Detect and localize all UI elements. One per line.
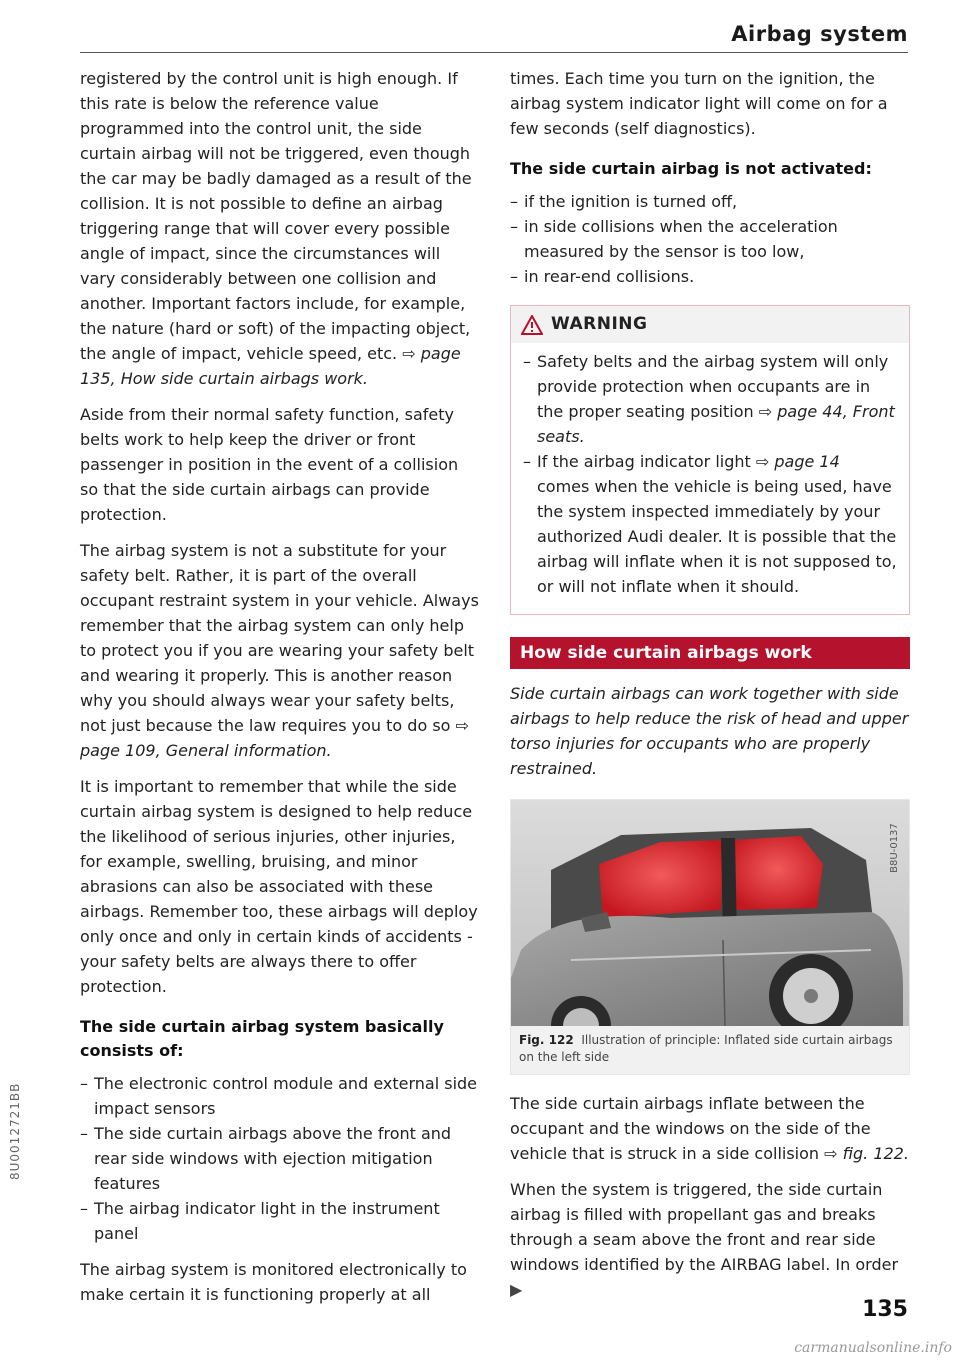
paragraph: The side curtain airbags inflate between the occupant and the windows on the side of the vehicle that is struck in a side collision ⇨ fig. 122. <box>510 1094 909 1163</box>
subheading-not-activated: The side curtain airbag is not activated: <box>510 159 872 178</box>
section-title-bar: How side curtain airbags work <box>510 637 910 669</box>
figure-code: B8U-0137 <box>889 823 900 873</box>
consists-list <box>80 1071 480 1246</box>
subheading-consists-of: The side curtain airbag system basically consists of: <box>80 1017 444 1060</box>
list-item: – in rear-end collisions. <box>510 264 910 289</box>
list-item: – Safety belts and the airbag system will only provide protection when occupants are in the proper seating position ⇨ page 44, Front seats. <box>523 349 897 449</box>
section-intro: Side curtain airbags can work together with side airbags to help reduce the risk of head and upper torso injuries for occupants who are properly restrained. <box>510 684 909 778</box>
left-column <box>80 66 480 1318</box>
figure-reference-link[interactable]: ⇨ fig. 122. <box>824 1144 909 1163</box>
figure-caption: Fig. 122 Illustration of principle: Inflated side curtain airbags on the left side <box>519 1033 893 1064</box>
paragraph: The airbag system is monitored electronically to make certain it is functioning properly at all <box>80 1260 467 1304</box>
list-item: – The airbag indicator light in the instrument panel <box>80 1196 480 1246</box>
car-airbag-illustration <box>511 800 909 1026</box>
document-code: 8U0012721BB <box>8 1082 22 1180</box>
paragraph: It is important to remember that while the side curtain airbag system is designed to help reduce the likelihood of serious injuries, other injuries, for example, swelling, bruising, and minor abrasions can also be associated with these airbags. Remember too, these airbags will deploy only once and only in certain kinds of accidents - your safety belts are always there to offer protection. <box>80 777 478 996</box>
figure-122 <box>510 799 910 1075</box>
list-item: – if the ignition is turned off, <box>510 189 910 214</box>
paragraph: times. Each time you turn on the ignition, the airbag system indicator light will come on for a few seconds (self diagnostics). <box>510 69 888 138</box>
running-header-title: Airbag system <box>731 22 908 46</box>
header-rule <box>80 52 908 53</box>
not-activated-list <box>510 189 910 289</box>
warning-header <box>511 306 909 343</box>
warning-label: WARNING <box>551 314 648 334</box>
right-column <box>510 66 910 1313</box>
warning-list <box>523 349 897 599</box>
page-number: 135 <box>862 1297 908 1322</box>
watermark: carmanualsonline.info <box>794 1340 952 1356</box>
continue-arrow-icon: ▶ <box>510 1280 523 1299</box>
paragraph: Aside from their normal safety function, safety belts work to help keep the driver or front passenger in position in the event of a collision so that the side curtain airbags can provide protection. <box>80 405 459 524</box>
list-item: – The electronic control module and external side impact sensors <box>80 1071 480 1121</box>
list-item: – in side collisions when the acceleration measured by the sensor is too low, <box>510 214 910 264</box>
paragraph: The airbag system is not a substitute for your safety belt. Rather, it is part of the overall occupant restraint system in your vehicle. Always remember that the airbag system can only help to protect you if you are wearing your safety belt and wearing it properly. This is another reason why you should always wear your safety belts, not just because the law requires you to do so ⇨ page 109, General information. <box>80 541 479 760</box>
page-reference-link[interactable]: ⇨ page 44, Front seats. <box>537 402 895 446</box>
page-reference-link[interactable]: ⇨ page 14 <box>755 452 840 471</box>
warning-triangle-icon <box>521 315 543 335</box>
paragraph: registered by the control unit is high enough. If this rate is below the reference value programmed into the control unit, the side curtain airbag will not be triggered, even though the car may be badly damaged as a result of the collision. It is not possible to define an airbag triggering range that will cover every possible angle of impact, since the circumstances will vary considerably between one collision and another. Important factors include, for example, the nature (hard or soft) of the impacting object, the angle of impact, vehicle speed, etc. ⇨ page 135, How side curtain airbags work. <box>80 69 472 388</box>
figure-label: Fig. 122 <box>519 1033 574 1047</box>
page-reference-link[interactable]: ⇨ page 109, General information. <box>80 716 469 760</box>
paragraph: When the system is triggered, the side curtain airbag is filled with propellant gas and breaks through a seam above the front and rear side windows identified by the AIRBAG label. In order ▶ <box>510 1180 899 1299</box>
list-item: – The side curtain airbags above the front and rear side windows with ejection mitigation features <box>80 1121 480 1196</box>
page-reference-link[interactable]: ⇨ page 135, How side curtain airbags work. <box>80 344 461 388</box>
list-item: – If the airbag indicator light ⇨ page 14 comes when the vehicle is being used, have the system inspected immediately by your authorized Audi dealer. It is possible that the airbag will inflate when it is not supposed to, or will not inflate when it should. <box>523 449 897 599</box>
warning-box <box>510 305 910 615</box>
